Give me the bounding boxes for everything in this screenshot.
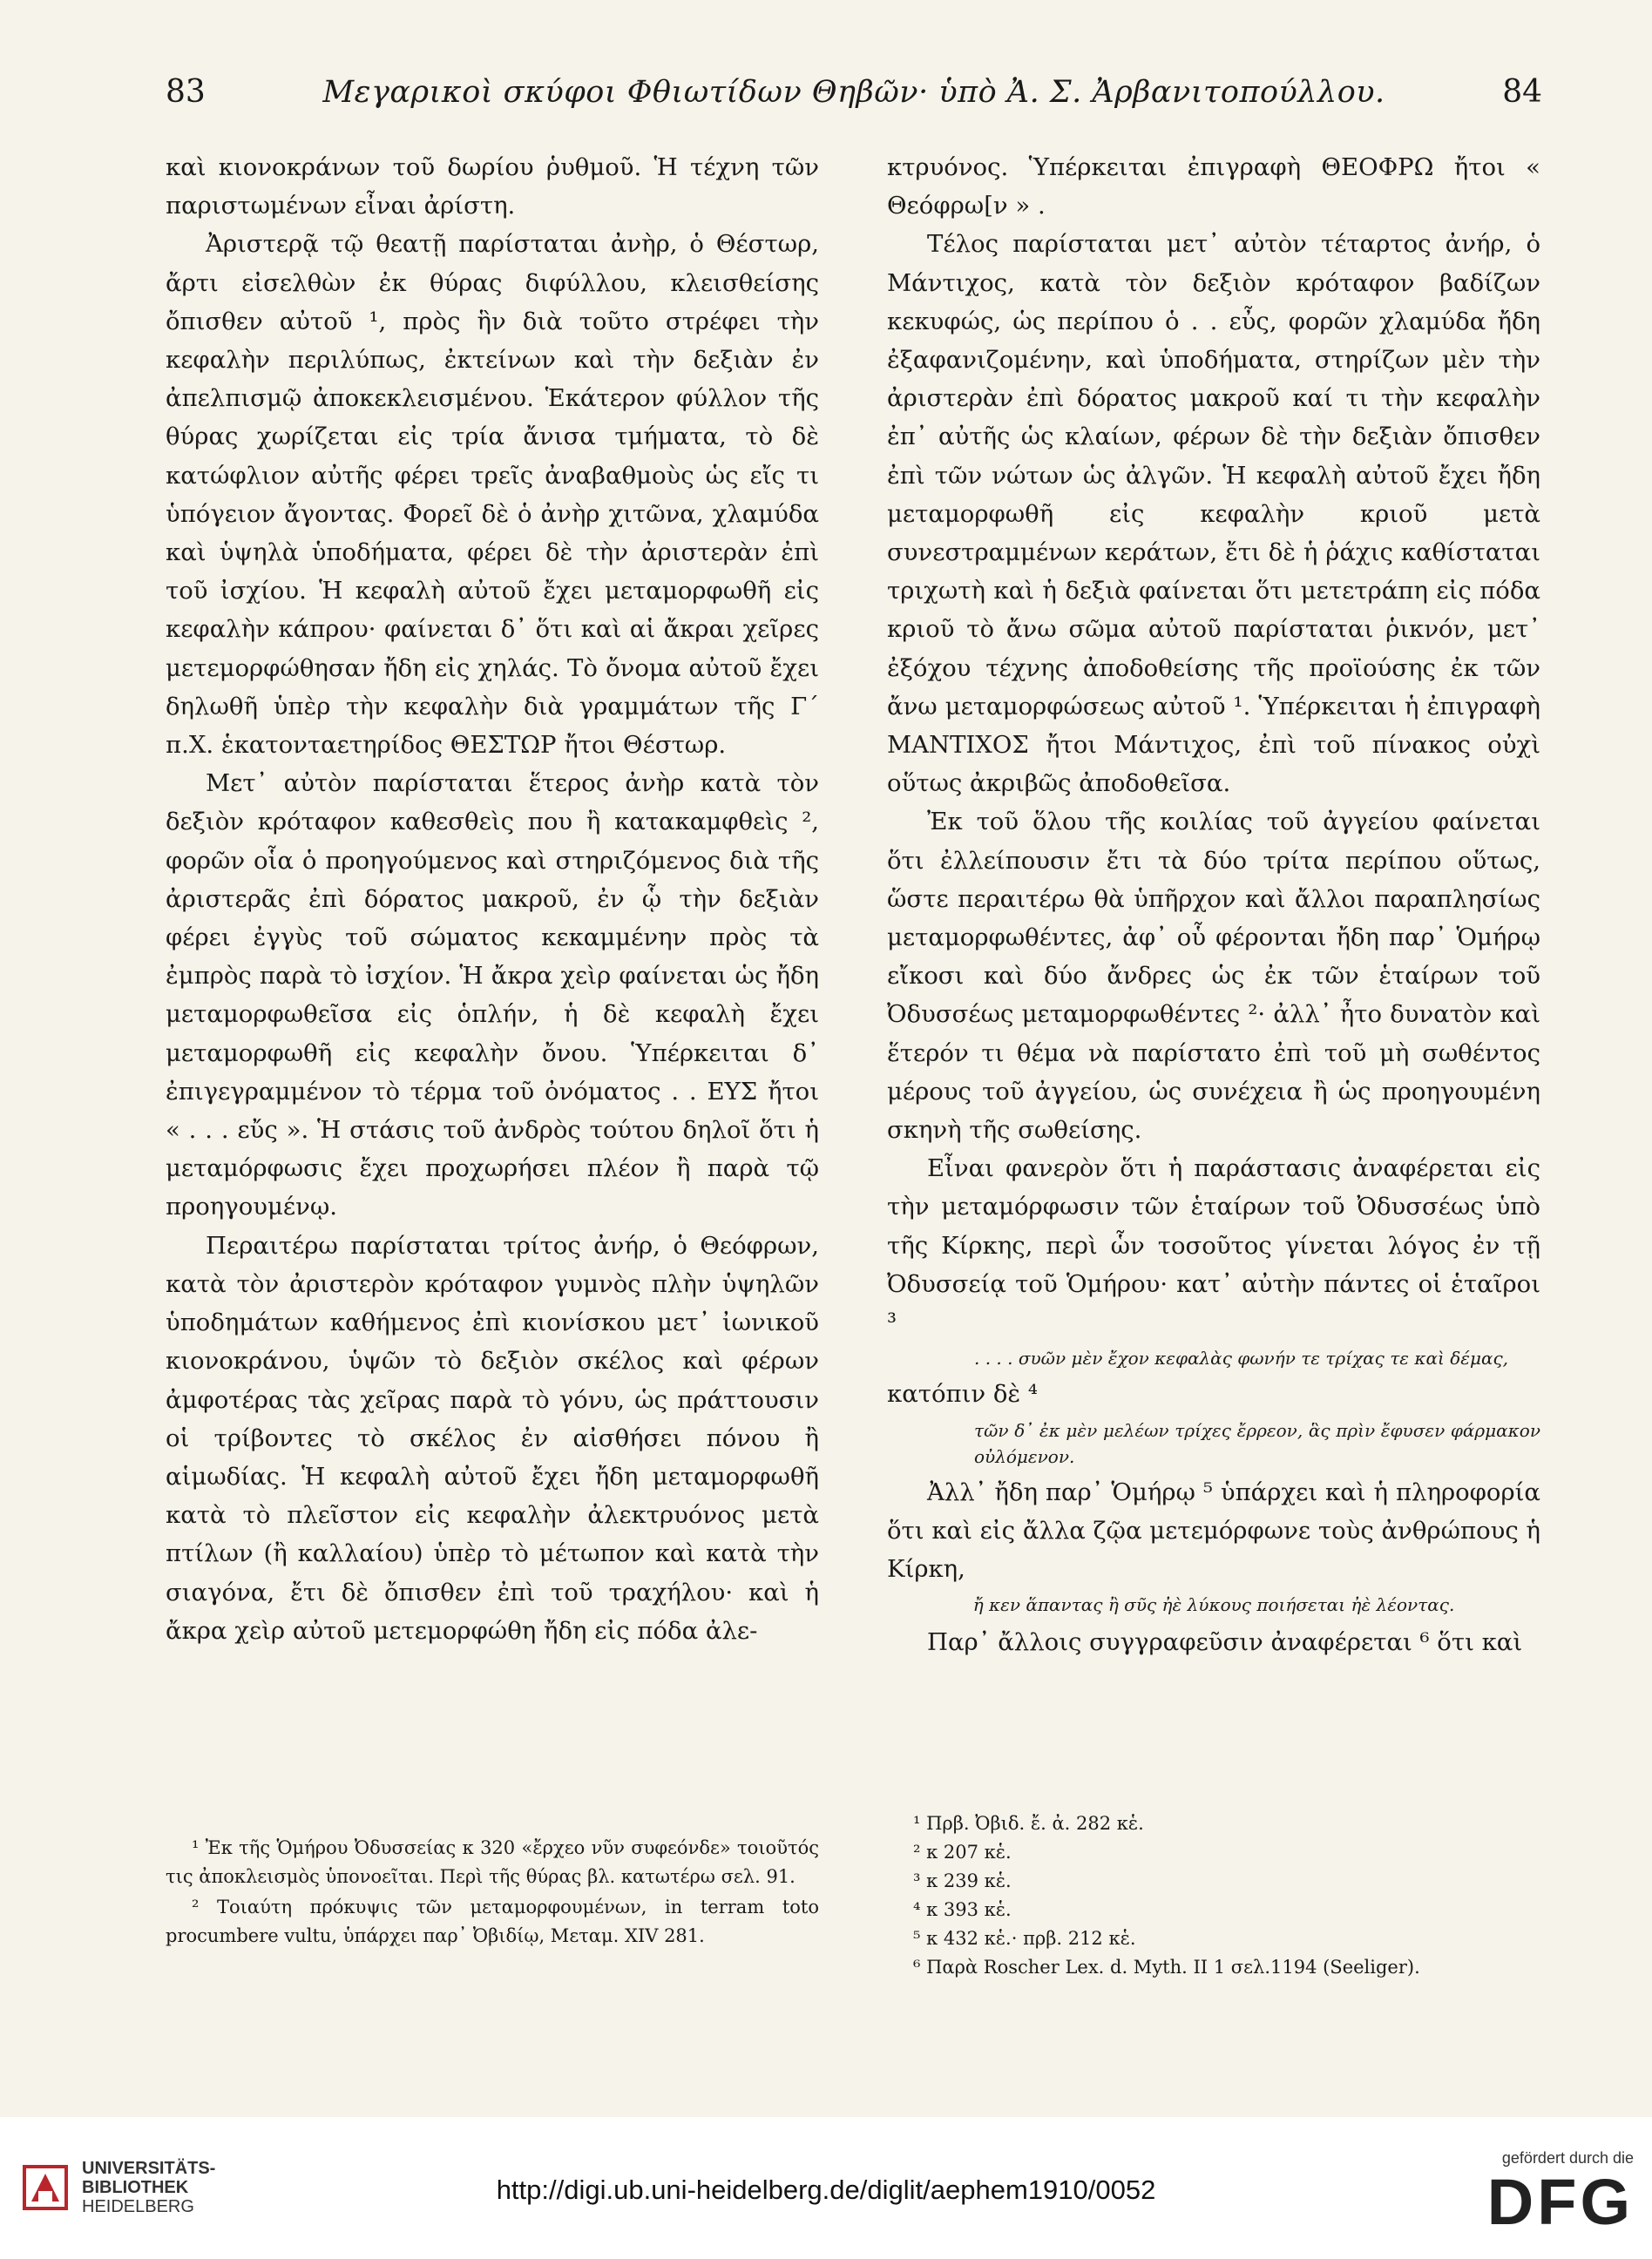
- paragraph: καὶ κιονοκράνων τοῦ δωρίου ῥυθμοῦ. Ἡ τέχνη τῶν παριστωμένων εἶναι ἀρίστη.: [166, 153, 819, 220]
- paragraph: Ἀριστερᾷ τῷ θεατῇ παρίσταται ἀνὴρ, ὁ Θέστωρ, ἄρτι εἰσελθὼν ἐκ θύρας διφύλλου, κλεισθείσης ὄπισθεν αὐτοῦ ¹, πρὸς ἣν διὰ τοῦτο στρέφει τὴν κεφαλὴν περιλύπως, ἐκτείνων καὶ τὴν δεξιὰν ἐν ἀπελπισμῷ ἀποκεκλεισμένου. Ἑκάτερον φύλλον τῆς θύρας χωρίζεται εἰς τρία ἄνισα τμήματα, τὸ δὲ κατώφλιον αὐτῆς φέρει τρεῖς ἀναβαθμοὺς ὡς εἴς τι ὑπόγειον ἄγοντας. Φορεῖ δὲ ὁ ἀνὴρ χιτῶνα, χλαμύδα καὶ ὑψηλὰ ὑποδήματα, φέρει δὲ τὴν ἀριστερὰν ἐπὶ τοῦ ἰσχίου. Ἡ κεφαλὴ αὐτοῦ ἔχει μεταμορφωθῆ εἰς κεφαλὴν κάπρου· φαίνεται δ᾽ ὅτι καὶ αἱ ἄκραι χεῖρες μετεμορφώθησαν ἤδη εἰς χηλάς. Τὸ ὄνομα αὐτοῦ ἔχει δηλωθῆ ὑπὲρ τὴν κεφαλὴν διὰ γραμμάτων τῆς Γ΄ π.Χ. ἑκατονταετηρίδος ΘΕΣΤΩΡ ἤτοι Θέστωρ.: [166, 230, 819, 760]
- funder-label: gefördert durch die: [1501, 2149, 1634, 2167]
- library-name-line: HEIDELBERG: [82, 2197, 194, 2216]
- library-name-line: UNIVERSITÄTS-: [82, 2159, 216, 2178]
- running-title: Μεγαρικοὶ σκύφοι Φθιωτίδων Θηβῶν· ὑπὸ Ἀ. Σ. Ἀρβανιτοπούλλου.: [322, 75, 1385, 110]
- left-column: [166, 148, 819, 1650]
- paragraph: Τέλος παρίσταται μετ᾽ αὐτὸν τέταρτος ἀνήρ, ὁ Μάντιχος, κατὰ τὸν δεξιὸν κρόταφον βαδίζων κεκυφώς, ὡς περίπου ὁ . . εὖς, φορῶν χλαμύδα ἤδη ἐξαφανιζομένην, καὶ ὑποδήματα, στηρίζων μὲν τὴν ἀριστερὰν ἐπὶ δόρατος μακροῦ καί τι τὴν κεφαλὴν ἐπ᾽ αὐτῆς ὡς κλαίων, φέρων δὲ τὴν δεξιὰν ὄπισθεν ἐπὶ τῶν νώτων ὡς ἀλγῶν. Ἡ κεφαλὴ αὐτοῦ ἔχει ἤδη μεταμορφωθῆ εἰς κεφαλὴν κριοῦ μετὰ συνεστραμμένων κεράτων, ἔτι δὲ ἡ ῥάχις καθίσταται τριχωτὴ καὶ ἡ δεξιὰ φαίνεται ὅτι μετετράπη εἰς πόδα κριοῦ τὸ ἄνω σῶμα αὐτοῦ παρίσταται ῥικνόν, μετ᾽ ἐξόχου τέχνης ἀποδοθείσης τῆς προϊούσης ἐκ τῶν ἄνω μεταμορφώσεως αὐτοῦ ¹. Ὑπέρκειται ἡ ἐπιγραφὴ ΜΑΝΤΙΧΟΣ ἤτοι Μάντιχος, ἐπὶ τοῦ πίνακος οὐχὶ οὕτως ἀκριβῶς ἀποδοθεῖσα.: [887, 230, 1540, 798]
- verse-quote: τῶν δ᾽ ἐκ μὲν μελέων τρίχες ἔρρεον, ἃς πρὶν ἔφυσεν φάρμακον οὐλόμενον.: [974, 1419, 1540, 1467]
- right-column: [887, 148, 1540, 1661]
- paragraph: κατόπιν δὲ ⁴: [887, 1380, 1038, 1409]
- funder-logo[interactable]: [1468, 2149, 1634, 2237]
- source-url-link[interactable]: http://digi.ub.uni-heidelberg.de/diglit/aephem1910/0052: [496, 2174, 1156, 2205]
- footnote: ⁴ κ 393 κἑ.: [913, 1899, 1012, 1920]
- footnote: ² κ 207 κἑ.: [913, 1842, 1012, 1863]
- paragraph: Μετ᾽ αὐτὸν παρίσταται ἕτερος ἀνὴρ κατὰ τὸν δεξιὸν κρόταφον καθεσθεὶς που ἢ κατακαμφθεὶς ², φορῶν οἷα ὁ προηγούμενος καὶ στηριζόμενος διὰ τῆς ἀριστερᾶς ἐπὶ δόρατος μακροῦ, ἐν ᾧ τὴν δεξιὰν φέρει ἐγγὺς τοῦ σώματος κεκαμμένην πρὸς τὰ ἐμπρὸς παρὰ τὸ ἰσχίον. Ἡ ἄκρα χεὶρ φαίνεται ὡς ἤδη μεταμορφωθεῖσα εἰς ὁπλήν, ἡ δὲ κεφαλὴ ἔχει μεταμορφωθῆ εἰς κεφαλὴν ὄνου. Ὑπέρκειται δ᾽ ἐπιγεγραμμένον τὸ τέρμα τοῦ ὀνόματος . . ΕΥΣ ἤτοι « . . . εὔς ». Ἡ στάσις τοῦ ἀνδρὸς τούτου δηλοῖ ὅτι ἡ μεταμόρφωσις ἔχει προχωρήσει πλέον ἢ παρὰ τῷ προηγουμένῳ.: [166, 769, 819, 1221]
- page-number-right: 84: [1502, 74, 1542, 110]
- paragraph: Ἀλλ᾽ ἤδη παρ᾽ Ὁμήρῳ ⁵ ὑπάρχει καὶ ἡ πληροφορία ὅτι καὶ εἰς ἄλλα ζῷα μετεμόρφωνε τοὺς ἀνθρώπους ἡ Κίρκη,: [887, 1478, 1540, 1583]
- paragraph: Περαιτέρω παρίσταται τρίτος ἀνήρ, ὁ Θεόφρων, κατὰ τὸν ἀριστερὸν κρόταφον γυμνὸς πλὴν ὑψηλῶν ὑποδημάτων καθήμενος ἐπὶ κιονίσκου μετ᾽ ἰωνικοῦ κιονοκράνου, ὑψῶν τὸ δεξιὸν σκέλος καὶ φέρων ἀμφοτέρας τὰς χεῖρας παρὰ τὸ γόνυ, ὡς πράττουσιν οἱ τρίβοντες τὸ σκέλος ἐν αἰσθήσει πόνου ἢ αἱμωδίας. Ἡ κεφαλὴ αὐτοῦ ἔχει ἤδη μεταμορφωθῆ κατὰ τὸ πλεῖστον εἰς κεφαλὴν ἀλεκτρυόνος μετὰ πτίλων (ἢ καλλαίου) ὑπὲρ τὸ μέτωπον καὶ κατὰ τὴν σιαγόνα, ἔτι δὲ ὄπισθεν ἐπὶ τοῦ τραχήλου· καὶ ἡ ἄκρα χεὶρ αὐτοῦ μετεμορφώθη ἤδη εἰς πόδα ἀλε-: [166, 1231, 819, 1645]
- paragraph: Παρ᾽ ἄλλοις συγγραφεῦσιν ἀναφέρεται ⁶ ὅτι καὶ: [927, 1628, 1523, 1657]
- page-number-left: 83: [166, 74, 206, 110]
- verse-quote: . . . . συῶν μὲν ἔχον κεφαλὰς φωνήν τε τρίχας τε καὶ δέμας,: [974, 1348, 1509, 1370]
- paragraph: κτρυόνος. Ὑπέρκειται ἐπιγραφὴ ΘΕΟΦΡΩ ἤτοι « Θεόφρω[ν » .: [887, 153, 1540, 220]
- footnotes-right: [887, 1809, 1540, 1982]
- dfg-logo-text: DFG: [1486, 2166, 1634, 2238]
- footnote: ² Τοιαύτη πρόκυψις τῶν μεταμορφουμένων, in terram toto procumbere vultu, ὑπάρχει παρ᾽ Ὀβιδίῳ, Μεταμ. XIV 281.: [166, 1897, 819, 1946]
- running-header: [166, 74, 1542, 126]
- footnote: ⁶ Παρὰ Roscher Lex. d. Myth. II 1 σελ.1194 (Seeliger).: [913, 1957, 1420, 1978]
- footnote: ¹ Πρβ. Ὀβιδ. ἔ. ἀ. 282 κἑ.: [913, 1813, 1144, 1834]
- verse-quote: ἤ κεν ἅπαντας ἢ σῦς ἠὲ λύκους ποιήσεται ἠὲ λέοντας.: [972, 1594, 1455, 1616]
- footnotes-left: [166, 1834, 819, 1952]
- footnote: ¹ Ἐκ τῆς Ὁμήρου Ὀδυσσείας κ 320 «ἔρχεο νῦν συφεόνδε» τοιοῦτός τις ἀποκλεισμὸς ὑπονοεῖται. Περὶ τῆς θύρας βλ. κατωτέρω σελ. 91.: [166, 1837, 819, 1887]
- footnote: ⁵ κ 432 κἑ.· πρβ. 212 κἑ.: [913, 1928, 1136, 1949]
- paragraph: Εἶναι φανερὸν ὅτι ἡ παράστασις ἀναφέρεται εἰς τὴν μεταμόρφωσιν τῶν ἑταίρων τοῦ Ὀδυσσέως ὑπὸ τῆς Κίρκης, περὶ ὧν τοσοῦτος γίνεται λόγος ἐν τῇ Ὀδυσσείᾳ τοῦ Ὁμήρου· κατ᾽ αὐτὴν πάντες οἱ ἑταῖροι ³: [887, 1154, 1540, 1337]
- footnote: ³ κ 239 κἑ.: [913, 1870, 1012, 1891]
- library-name-line: BIBLIOTHEK: [82, 2178, 189, 2197]
- paragraph: Ἐκ τοῦ ὅλου τῆς κοιλίας τοῦ ἀγγείου φαίνεται ὅτι ἐλλείπουσιν ἔτι τὰ δύο τρίτα περίπου οὕτως, ὥστε περαιτέρω θὰ ὑπῆρχον καὶ ἄλλοι παραπλησίως μεταμορφωθέντες, ἀφ᾽ οὗ φέρονται ἤδη παρ᾽ Ὁμήρῳ εἴκοσι καὶ δύο ἄνδρες ὡς ἐκ τῶν ἑταίρων τοῦ Ὀδυσσέως μεταμορφωθέντες ²· ἀλλ᾽ ἦτο δυνατὸν καὶ ἕτερόν τι θέμα νὰ παρίστατο ἐπὶ τοῦ μὴ σωθέντος μέρους τοῦ ἀγγείου, ὡς συνέχεια ἢ ὡς προηγουμένη σκηνὴ τῆς σωθείσης.: [887, 808, 1540, 1145]
